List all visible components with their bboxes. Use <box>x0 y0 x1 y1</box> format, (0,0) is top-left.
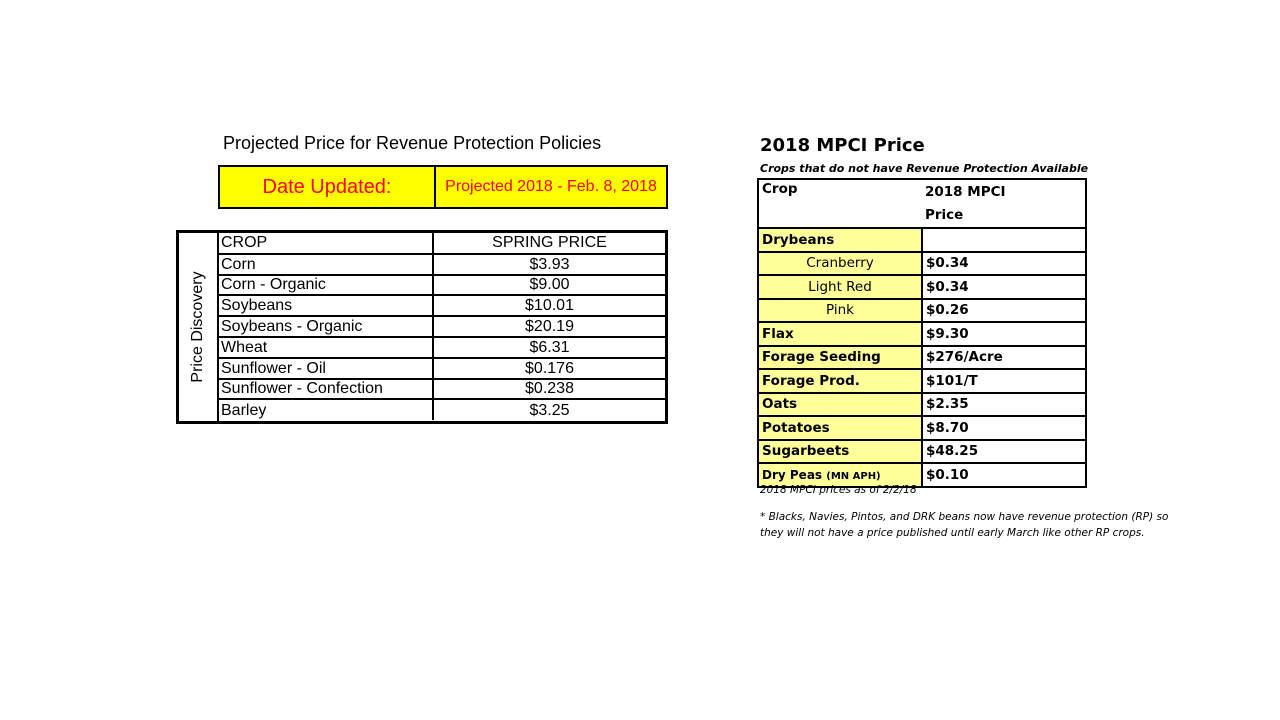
price-discovery-table <box>176 230 668 424</box>
table-row <box>758 275 1086 299</box>
crop-name: Soybeans <box>219 295 433 316</box>
crop-name-main: Dry Peas <box>762 467 823 482</box>
crop-name: Sugarbeets <box>758 440 922 464</box>
rp-table-title: Projected Price for Revenue Protection Policies <box>223 133 602 153</box>
header-spring-price: SPRING PRICE <box>433 233 665 254</box>
header-mpci-price <box>922 179 1086 228</box>
price-discovery-label-text: Price Discovery <box>189 271 206 383</box>
table-row <box>758 299 1086 323</box>
crop-name: Light Red <box>758 275 922 299</box>
mpci-price <box>922 228 1086 252</box>
mpci-price: $0.26 <box>922 299 1086 323</box>
table-row <box>219 399 665 420</box>
table-row <box>219 254 665 275</box>
table-header-row <box>758 179 1086 228</box>
price-discovery-side-label <box>179 233 219 421</box>
crop-name: Cranberry <box>758 252 922 276</box>
header-mpci-price-line1: 2018 MPCI <box>925 184 1006 200</box>
mpci-subtitle: Crops that do not have Revenue Protection Available <box>760 162 1089 175</box>
crop-name: Sunflower - Oil <box>219 358 433 379</box>
crop-name: Wheat <box>219 337 433 358</box>
crop-name <box>758 463 922 487</box>
crop-name: Barley <box>219 399 433 420</box>
crop-name: Oats <box>758 393 922 417</box>
crop-name: Flax <box>758 322 922 346</box>
mpci-price: $2.35 <box>922 393 1086 417</box>
table-row <box>758 393 1086 417</box>
crop-name: Corn - Organic <box>219 275 433 296</box>
crop-name: Forage Prod. <box>758 369 922 393</box>
spring-price: $20.19 <box>433 316 665 337</box>
spring-price: $6.31 <box>433 337 665 358</box>
crop-name: Pink <box>758 299 922 323</box>
spring-price: $0.238 <box>433 379 665 400</box>
crop-name: Potatoes <box>758 416 922 440</box>
mpci-price: $276/Acre <box>922 346 1086 370</box>
crop-name-suffix: (MN APH) <box>826 470 881 482</box>
spring-price-table <box>219 233 665 420</box>
header-mpci-price-line2: Price <box>925 207 964 223</box>
spring-price: $0.176 <box>433 358 665 379</box>
table-row <box>758 322 1086 346</box>
mpci-price: $9.30 <box>922 322 1086 346</box>
table-row <box>758 228 1086 252</box>
table-row <box>758 369 1086 393</box>
spring-price: $3.25 <box>529 401 570 419</box>
mpci-title: 2018 MPCI Price <box>760 135 925 156</box>
date-updated-label: Date Updated: <box>220 167 436 207</box>
table-row <box>219 295 665 316</box>
mpci-price-table <box>757 178 1087 488</box>
table-row <box>758 416 1086 440</box>
date-updated-box <box>218 165 668 209</box>
crop-name: Sunflower - Confection <box>219 379 433 400</box>
header-crop: Crop <box>758 179 922 228</box>
crop-name: Soybeans - Organic <box>219 316 433 337</box>
table-row <box>758 346 1086 370</box>
table-row <box>219 316 665 337</box>
spring-price: $3.93 <box>433 254 665 275</box>
spring-price: $10.01 <box>433 295 665 316</box>
crop-name: Forage Seeding <box>758 346 922 370</box>
table-row <box>758 440 1086 464</box>
mpci-price: $101/T <box>922 369 1086 393</box>
date-updated-value: Projected 2018 - Feb. 8, 2018 <box>445 178 657 195</box>
rp-beans-note: * Blacks, Navies, Pintos, and DRK beans now have revenue protection (RP) so they will not have a price published until early March like other RP crops. <box>760 511 1169 539</box>
mpci-price: $0.10 <box>922 463 1086 487</box>
mpci-price: $0.34 <box>922 252 1086 276</box>
header-crop: CROP <box>219 233 433 254</box>
mpci-price: $0.34 <box>922 275 1086 299</box>
table-row <box>219 337 665 358</box>
table-row <box>758 252 1086 276</box>
crop-name: Drybeans <box>758 228 922 252</box>
spring-price: $9.00 <box>433 275 665 296</box>
mpci-price: $8.70 <box>922 416 1086 440</box>
table-row <box>219 358 665 379</box>
mpci-asof-note: 2018 MPCI prices as of 2/2/18 <box>760 484 917 496</box>
table-header-row <box>219 233 665 254</box>
table-row <box>219 379 665 400</box>
mpci-price: $48.25 <box>922 440 1086 464</box>
crop-name: Corn <box>219 254 433 275</box>
table-row <box>758 463 1086 487</box>
table-row <box>219 275 665 296</box>
